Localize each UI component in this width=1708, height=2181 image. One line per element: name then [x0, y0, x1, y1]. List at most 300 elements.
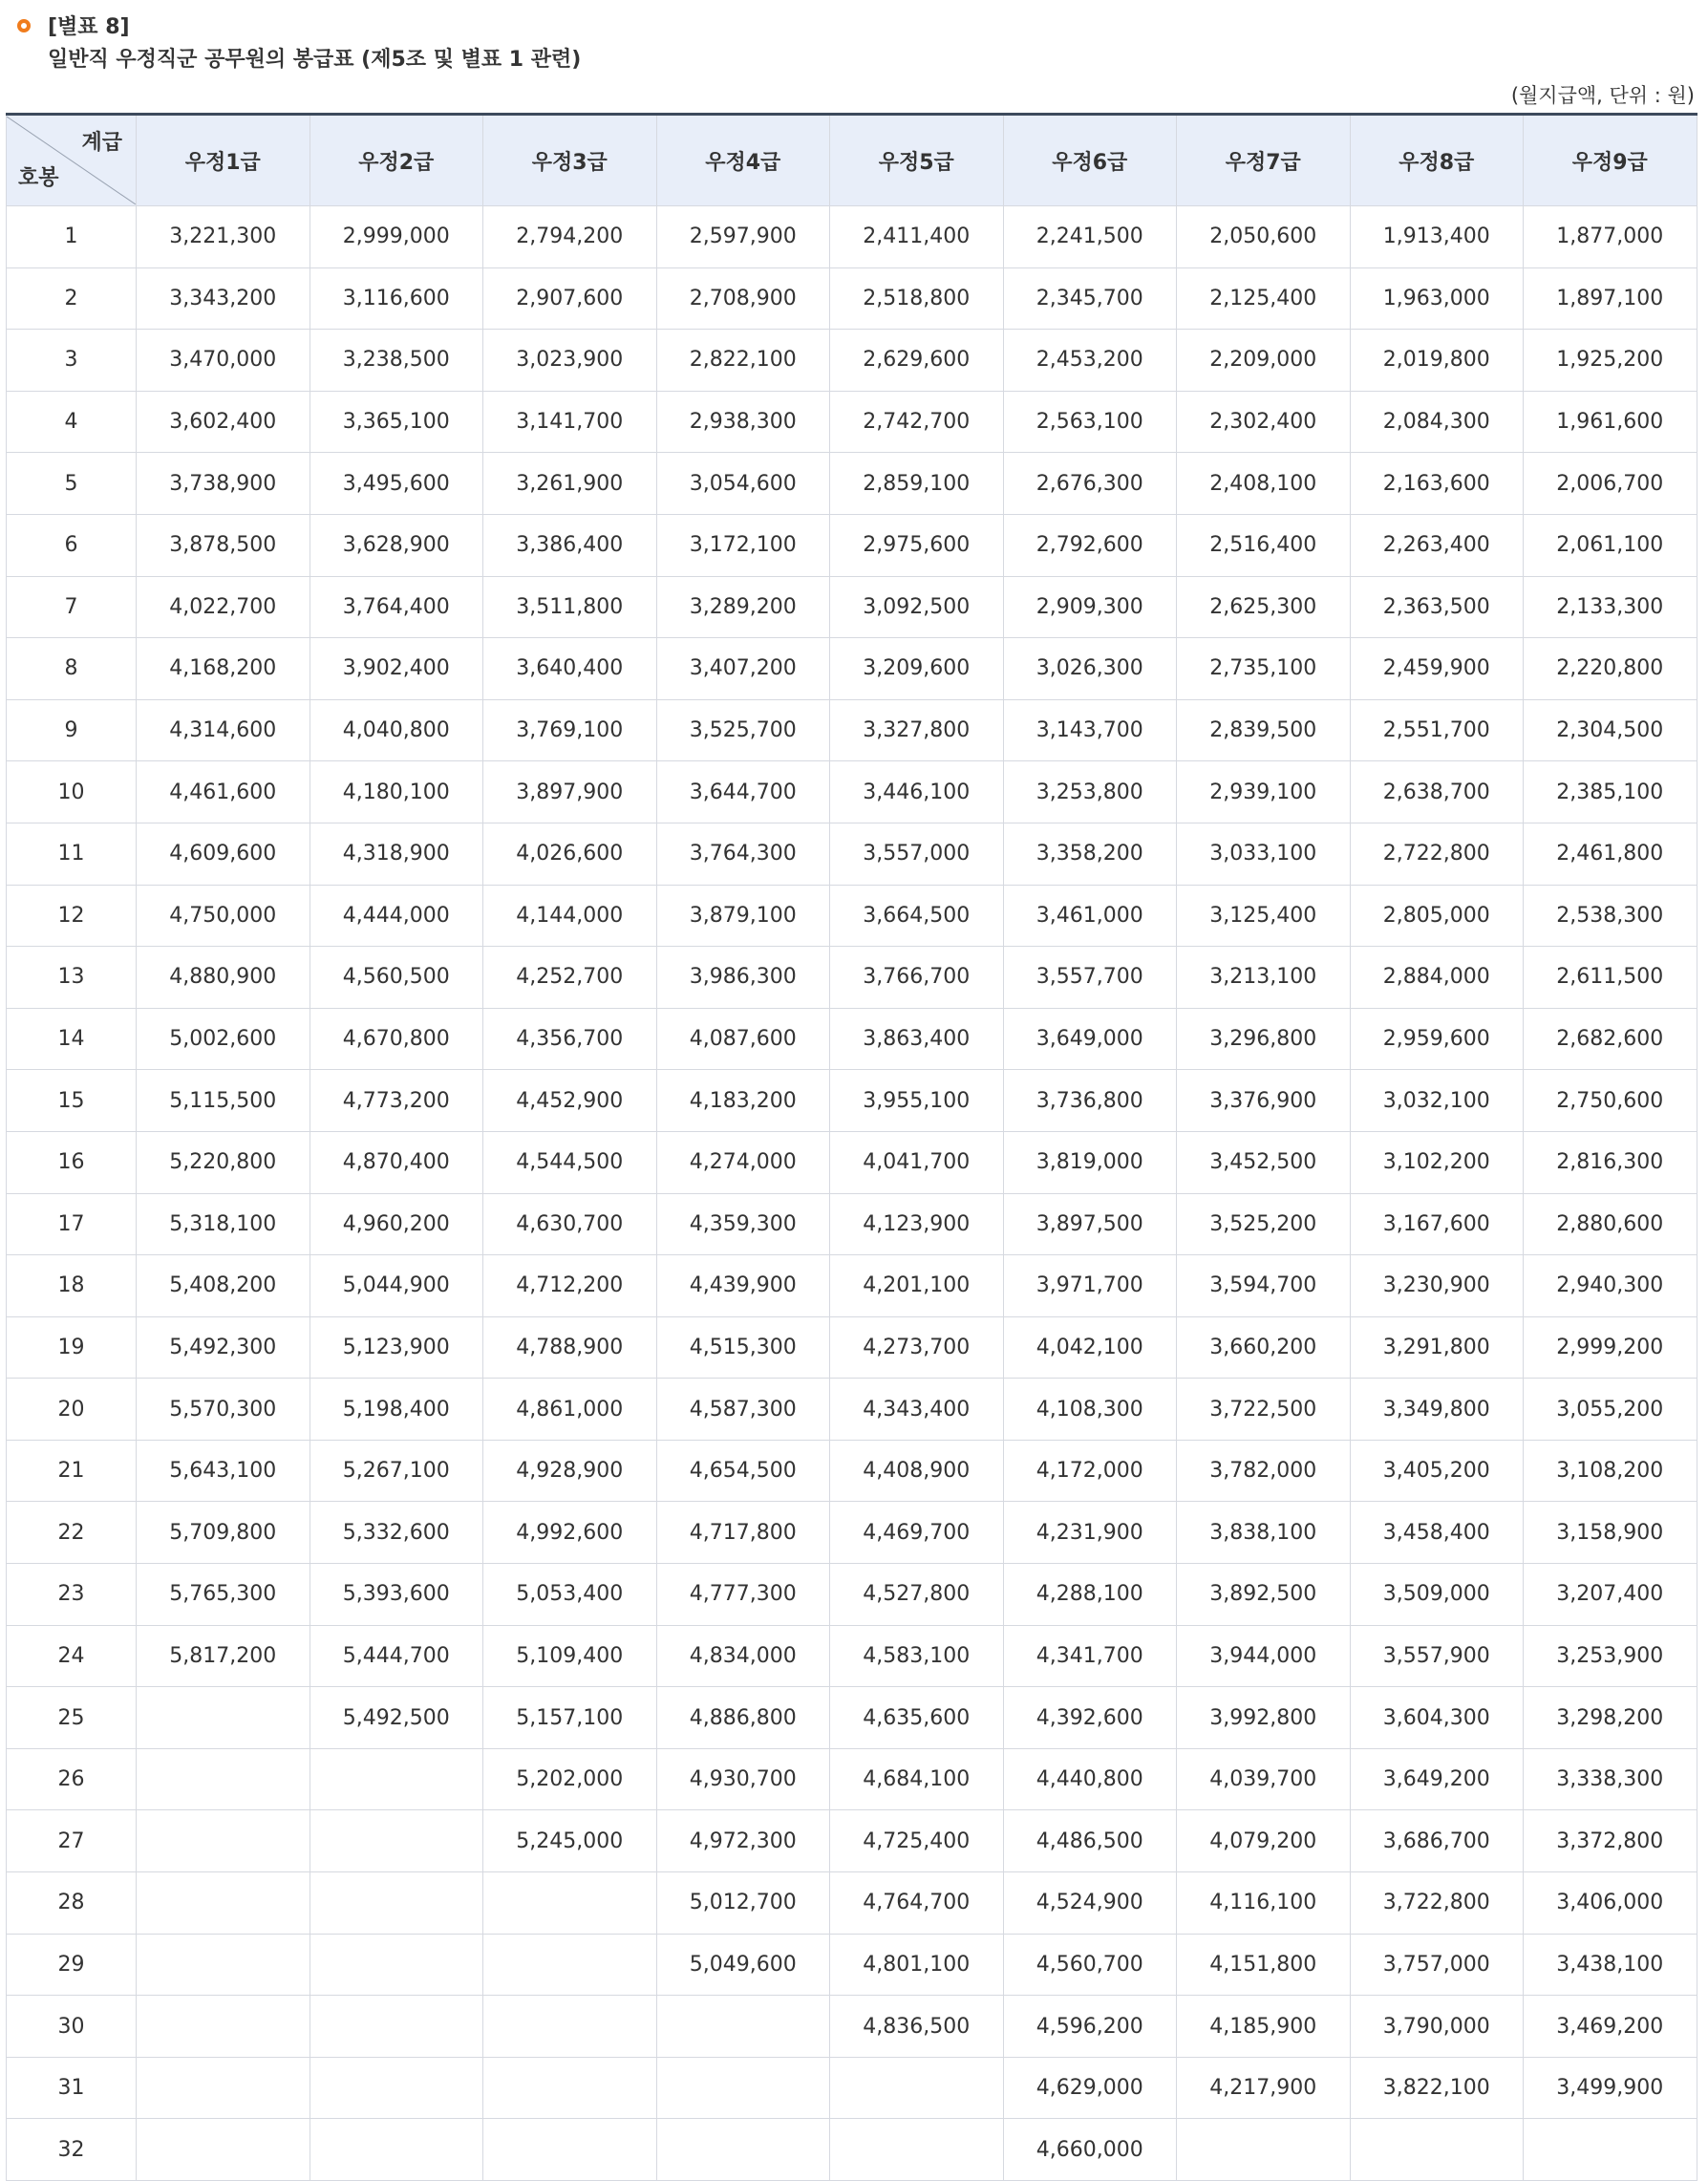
- salary-cell: 5,817,200: [137, 1625, 310, 1687]
- salary-cell: 4,356,700: [483, 1008, 657, 1070]
- salary-cell: 2,940,300: [1524, 1255, 1697, 1317]
- salary-cell: 3,790,000: [1350, 1996, 1524, 2058]
- salary-cell: 4,836,500: [830, 1996, 1004, 2058]
- salary-cell: 2,676,300: [1003, 453, 1177, 515]
- salary-cell: 2,792,600: [1003, 514, 1177, 576]
- salary-cell: 3,026,300: [1003, 638, 1177, 700]
- salary-cell: 2,461,800: [1524, 823, 1697, 885]
- corner-header-cell: [7, 115, 137, 206]
- step-cell: 10: [7, 761, 137, 823]
- salary-cell: 3,470,000: [137, 330, 310, 392]
- salary-cell: 2,518,800: [830, 267, 1004, 330]
- salary-cell: 4,217,900: [1177, 2057, 1351, 2119]
- salary-cell: 3,738,900: [137, 453, 310, 515]
- table-row: [7, 514, 1697, 576]
- step-cell: 25: [7, 1687, 137, 1749]
- salary-cell: 5,444,700: [310, 1625, 483, 1687]
- salary-cell: 3,213,100: [1177, 947, 1351, 1009]
- salary-cell: 3,769,100: [483, 699, 657, 761]
- salary-cell: 3,238,500: [310, 330, 483, 392]
- salary-cell: 3,722,800: [1350, 1872, 1524, 1935]
- salary-cell: 5,012,700: [656, 1872, 830, 1935]
- annex-label: [별표 8]: [48, 15, 130, 39]
- table-title: 일반직 우정직군 공무원의 봉급표 (제5조 및 별표 1 관련): [48, 48, 582, 72]
- step-cell: 31: [7, 2057, 137, 2119]
- table-row: [7, 1316, 1697, 1379]
- salary-cell: 3,291,800: [1350, 1316, 1524, 1379]
- salary-cell: 3,209,600: [830, 638, 1004, 700]
- step-cell: 7: [7, 576, 137, 638]
- salary-cell: 2,822,100: [656, 330, 830, 392]
- salary-cell: 2,839,500: [1177, 699, 1351, 761]
- salary-cell: 5,115,500: [137, 1070, 310, 1132]
- salary-cell: 4,930,700: [656, 1748, 830, 1810]
- salary-cell: 4,359,300: [656, 1193, 830, 1255]
- salary-cell: 4,880,900: [137, 947, 310, 1009]
- salary-cell: 4,172,000: [1003, 1440, 1177, 1502]
- salary-cell: [310, 2057, 483, 2119]
- salary-cell: 2,907,600: [483, 267, 657, 330]
- salary-cell: 3,167,600: [1350, 1193, 1524, 1255]
- salary-cell: 3,971,700: [1003, 1255, 1177, 1317]
- salary-cell: 4,343,400: [830, 1379, 1004, 1441]
- salary-cell: 2,880,600: [1524, 1193, 1697, 1255]
- salary-cell: 4,801,100: [830, 1934, 1004, 1996]
- salary-cell: 2,625,300: [1177, 576, 1351, 638]
- grade-header-cell: 우정8급: [1350, 115, 1524, 206]
- salary-cell: 3,143,700: [1003, 699, 1177, 761]
- salary-cell: 3,446,100: [830, 761, 1004, 823]
- salary-cell: 3,158,900: [1524, 1502, 1697, 1564]
- step-cell: 1: [7, 206, 137, 268]
- salary-cell: 4,750,000: [137, 885, 310, 947]
- salary-cell: 4,629,000: [1003, 2057, 1177, 2119]
- table-row: [7, 947, 1697, 1009]
- salary-table: [6, 113, 1697, 2181]
- salary-cell: 3,438,100: [1524, 1934, 1697, 1996]
- salary-cell: 4,341,700: [1003, 1625, 1177, 1687]
- salary-cell: 4,123,900: [830, 1193, 1004, 1255]
- salary-cell: 2,241,500: [1003, 206, 1177, 268]
- salary-cell: 2,999,000: [310, 206, 483, 268]
- step-cell: 23: [7, 1564, 137, 1626]
- salary-cell: 5,053,400: [483, 1564, 657, 1626]
- salary-cell: 3,509,000: [1350, 1564, 1524, 1626]
- grade-header-cell: 우정4급: [656, 115, 830, 206]
- salary-cell: 4,764,700: [830, 1872, 1004, 1935]
- salary-cell: [656, 2057, 830, 2119]
- salary-cell: 4,408,900: [830, 1440, 1004, 1502]
- salary-cell: 2,163,600: [1350, 453, 1524, 515]
- salary-cell: 3,033,100: [1177, 823, 1351, 885]
- salary-cell: 4,777,300: [656, 1564, 830, 1626]
- table-row: [7, 1934, 1697, 1996]
- salary-cell: 5,318,100: [137, 1193, 310, 1255]
- step-cell: 22: [7, 1502, 137, 1564]
- salary-cell: 4,201,100: [830, 1255, 1004, 1317]
- salary-cell: 3,298,200: [1524, 1687, 1697, 1749]
- step-cell: 30: [7, 1996, 137, 2058]
- step-cell: 28: [7, 1872, 137, 1935]
- salary-cell: 2,975,600: [830, 514, 1004, 576]
- salary-cell: 4,773,200: [310, 1070, 483, 1132]
- salary-cell: 2,050,600: [1177, 206, 1351, 268]
- salary-cell: 4,609,600: [137, 823, 310, 885]
- salary-cell: [137, 1748, 310, 1810]
- salary-cell: 3,172,100: [656, 514, 830, 576]
- salary-cell: 4,560,700: [1003, 1934, 1177, 1996]
- salary-cell: 1,925,200: [1524, 330, 1697, 392]
- salary-cell: 5,157,100: [483, 1687, 657, 1749]
- salary-cell: 5,492,300: [137, 1316, 310, 1379]
- table-row: [7, 638, 1697, 700]
- salary-cell: 4,288,100: [1003, 1564, 1177, 1626]
- table-row: [7, 1070, 1697, 1132]
- salary-cell: 3,055,200: [1524, 1379, 1697, 1441]
- salary-cell: 2,816,300: [1524, 1131, 1697, 1193]
- salary-cell: 4,544,500: [483, 1131, 657, 1193]
- step-cell: 4: [7, 391, 137, 453]
- salary-cell: 3,023,900: [483, 330, 657, 392]
- salary-cell: 4,587,300: [656, 1379, 830, 1441]
- table-row: [7, 1810, 1697, 1872]
- salary-cell: 4,180,100: [310, 761, 483, 823]
- salary-cell: 3,604,300: [1350, 1687, 1524, 1749]
- salary-cell: 3,108,200: [1524, 1440, 1697, 1502]
- salary-cell: [310, 1810, 483, 1872]
- salary-cell: [137, 1996, 310, 2058]
- salary-cell: 4,583,100: [830, 1625, 1004, 1687]
- salary-cell: 2,884,000: [1350, 947, 1524, 1009]
- salary-cell: 5,109,400: [483, 1625, 657, 1687]
- salary-cell: 2,742,700: [830, 391, 1004, 453]
- salary-cell: 4,635,600: [830, 1687, 1004, 1749]
- salary-cell: 3,511,800: [483, 576, 657, 638]
- salary-cell: 3,602,400: [137, 391, 310, 453]
- salary-cell: 4,026,600: [483, 823, 657, 885]
- table-row: [7, 1748, 1697, 1810]
- salary-cell: 5,393,600: [310, 1564, 483, 1626]
- salary-cell: 5,002,600: [137, 1008, 310, 1070]
- salary-cell: 1,897,100: [1524, 267, 1697, 330]
- salary-cell: 5,765,300: [137, 1564, 310, 1626]
- salary-cell: 4,717,800: [656, 1502, 830, 1564]
- table-row: [7, 453, 1697, 515]
- salary-cell: 2,019,800: [1350, 330, 1524, 392]
- salary-cell: 3,525,200: [1177, 1193, 1351, 1255]
- salary-cell: 2,909,300: [1003, 576, 1177, 638]
- salary-cell: 3,736,800: [1003, 1070, 1177, 1132]
- salary-cell: 4,108,300: [1003, 1379, 1177, 1441]
- salary-cell: 5,220,800: [137, 1131, 310, 1193]
- salary-cell: 3,461,000: [1003, 885, 1177, 947]
- salary-cell: 3,986,300: [656, 947, 830, 1009]
- salary-cell: 3,766,700: [830, 947, 1004, 1009]
- salary-cell: 3,594,700: [1177, 1255, 1351, 1317]
- unit-note: (월지급액, 단위 : 원): [1510, 84, 1695, 107]
- salary-cell: 3,557,700: [1003, 947, 1177, 1009]
- salary-cell: [137, 2119, 310, 2181]
- salary-cell: 2,735,100: [1177, 638, 1351, 700]
- salary-cell: 3,054,600: [656, 453, 830, 515]
- table-body: [7, 206, 1697, 2181]
- salary-cell: 4,444,000: [310, 885, 483, 947]
- salary-cell: 3,338,300: [1524, 1748, 1697, 1810]
- salary-cell: 3,819,000: [1003, 1131, 1177, 1193]
- salary-cell: 2,938,300: [656, 391, 830, 453]
- salary-cell: 5,709,800: [137, 1502, 310, 1564]
- salary-cell: [310, 1996, 483, 2058]
- salary-cell: 3,557,000: [830, 823, 1004, 885]
- table-row: [7, 391, 1697, 453]
- salary-cell: [310, 1872, 483, 1935]
- salary-cell: 4,870,400: [310, 1131, 483, 1193]
- table-row: [7, 1564, 1697, 1626]
- salary-cell: 4,439,900: [656, 1255, 830, 1317]
- table-row: [7, 1255, 1697, 1317]
- salary-cell: [137, 2057, 310, 2119]
- salary-cell: [1350, 2119, 1524, 2181]
- salary-cell: 5,643,100: [137, 1440, 310, 1502]
- salary-cell: 4,527,800: [830, 1564, 1004, 1626]
- salary-cell: [830, 2119, 1004, 2181]
- salary-cell: 2,263,400: [1350, 514, 1524, 576]
- salary-cell: 2,453,200: [1003, 330, 1177, 392]
- salary-cell: [137, 1872, 310, 1935]
- salary-cell: 3,495,600: [310, 453, 483, 515]
- salary-cell: 3,902,400: [310, 638, 483, 700]
- salary-cell: [137, 1934, 310, 1996]
- salary-cell: 4,039,700: [1177, 1748, 1351, 1810]
- salary-cell: 2,611,500: [1524, 947, 1697, 1009]
- table-row: [7, 885, 1697, 947]
- salary-cell: 3,499,900: [1524, 2057, 1697, 2119]
- salary-cell: 4,185,900: [1177, 1996, 1351, 2058]
- salary-cell: [483, 1996, 657, 2058]
- salary-cell: 2,708,900: [656, 267, 830, 330]
- salary-cell: 4,087,600: [656, 1008, 830, 1070]
- step-cell: 17: [7, 1193, 137, 1255]
- salary-cell: 3,863,400: [830, 1008, 1004, 1070]
- step-cell: 5: [7, 453, 137, 515]
- salary-cell: 4,041,700: [830, 1131, 1004, 1193]
- table-row: [7, 761, 1697, 823]
- table-row: [7, 1008, 1697, 1070]
- salary-cell: 3,649,200: [1350, 1748, 1524, 1810]
- salary-cell: 3,525,700: [656, 699, 830, 761]
- salary-cell: [1524, 2119, 1697, 2181]
- salary-cell: 4,183,200: [656, 1070, 830, 1132]
- salary-cell: 2,563,100: [1003, 391, 1177, 453]
- salary-cell: 4,834,000: [656, 1625, 830, 1687]
- salary-cell: [483, 2119, 657, 2181]
- salary-cell: 2,682,600: [1524, 1008, 1697, 1070]
- grade-header-cell: 우정1급: [137, 115, 310, 206]
- step-cell: 21: [7, 1440, 137, 1502]
- circle-bullet-icon: [17, 19, 31, 32]
- step-cell: 20: [7, 1379, 137, 1441]
- salary-cell: 1,877,000: [1524, 206, 1697, 268]
- step-cell: 18: [7, 1255, 137, 1317]
- salary-cell: 2,363,500: [1350, 576, 1524, 638]
- salary-cell: 3,032,100: [1350, 1070, 1524, 1132]
- step-cell: 3: [7, 330, 137, 392]
- salary-cell: 2,408,100: [1177, 453, 1351, 515]
- grade-header-cell: 우정2급: [310, 115, 483, 206]
- table-row: [7, 1131, 1697, 1193]
- table-row: [7, 1379, 1697, 1441]
- salary-cell: 3,955,100: [830, 1070, 1004, 1132]
- salary-cell: 3,557,900: [1350, 1625, 1524, 1687]
- salary-cell: 4,660,000: [1003, 2119, 1177, 2181]
- salary-cell: 3,664,500: [830, 885, 1004, 947]
- salary-cell: 3,230,900: [1350, 1255, 1524, 1317]
- salary-cell: 4,273,700: [830, 1316, 1004, 1379]
- salary-cell: 4,630,700: [483, 1193, 657, 1255]
- salary-cell: 3,406,000: [1524, 1872, 1697, 1935]
- step-cell: 11: [7, 823, 137, 885]
- salary-cell: 2,084,300: [1350, 391, 1524, 453]
- salary-cell: 3,125,400: [1177, 885, 1351, 947]
- step-cell: 19: [7, 1316, 137, 1379]
- salary-cell: 4,654,500: [656, 1440, 830, 1502]
- salary-cell: 3,644,700: [656, 761, 830, 823]
- salary-cell: 3,722,500: [1177, 1379, 1351, 1441]
- salary-cell: [656, 2119, 830, 2181]
- salary-cell: 3,365,100: [310, 391, 483, 453]
- salary-cell: 3,141,700: [483, 391, 657, 453]
- salary-cell: 5,570,300: [137, 1379, 310, 1441]
- salary-cell: 4,684,100: [830, 1748, 1004, 1810]
- salary-cell: 3,782,000: [1177, 1440, 1351, 1502]
- salary-cell: 5,245,000: [483, 1810, 657, 1872]
- grade-header-cell: 우정9급: [1524, 115, 1697, 206]
- salary-cell: 2,629,600: [830, 330, 1004, 392]
- salary-cell: 3,660,200: [1177, 1316, 1351, 1379]
- salary-cell: 3,253,900: [1524, 1625, 1697, 1687]
- salary-cell: 2,959,600: [1350, 1008, 1524, 1070]
- salary-cell: 4,992,600: [483, 1502, 657, 1564]
- grade-header-cell: 우정5급: [830, 115, 1004, 206]
- salary-cell: 3,372,800: [1524, 1810, 1697, 1872]
- salary-cell: 4,079,200: [1177, 1810, 1351, 1872]
- salary-cell: 4,469,700: [830, 1502, 1004, 1564]
- salary-cell: 2,597,900: [656, 206, 830, 268]
- salary-cell: 4,252,700: [483, 947, 657, 1009]
- salary-cell: [830, 2057, 1004, 2119]
- corner-step-label: 호봉: [18, 166, 59, 190]
- step-cell: 26: [7, 1748, 137, 1810]
- salary-cell: 4,314,600: [137, 699, 310, 761]
- salary-cell: 4,392,600: [1003, 1687, 1177, 1749]
- salary-cell: 3,221,300: [137, 206, 310, 268]
- grade-header-cell: 우정6급: [1003, 115, 1177, 206]
- salary-cell: 3,892,500: [1177, 1564, 1351, 1626]
- salary-cell: 3,405,200: [1350, 1440, 1524, 1502]
- salary-cell: 4,560,500: [310, 947, 483, 1009]
- header-row: [7, 115, 1697, 206]
- table-row: [7, 1687, 1697, 1749]
- salary-cell: 2,516,400: [1177, 514, 1351, 576]
- salary-cell: 5,492,500: [310, 1687, 483, 1749]
- salary-cell: 2,304,500: [1524, 699, 1697, 761]
- table-row: [7, 2119, 1697, 2181]
- salary-cell: 3,686,700: [1350, 1810, 1524, 1872]
- salary-cell: 4,515,300: [656, 1316, 830, 1379]
- salary-cell: 2,859,100: [830, 453, 1004, 515]
- salary-cell: 4,886,800: [656, 1687, 830, 1749]
- step-cell: 12: [7, 885, 137, 947]
- salary-cell: 3,407,200: [656, 638, 830, 700]
- salary-cell: 4,725,400: [830, 1810, 1004, 1872]
- salary-cell: 4,461,600: [137, 761, 310, 823]
- salary-cell: 2,302,400: [1177, 391, 1351, 453]
- salary-cell: 2,722,800: [1350, 823, 1524, 885]
- salary-cell: 4,928,900: [483, 1440, 657, 1502]
- salary-cell: [310, 1934, 483, 1996]
- salary-cell: 1,961,600: [1524, 391, 1697, 453]
- table-row: [7, 1440, 1697, 1502]
- salary-cell: 4,144,000: [483, 885, 657, 947]
- salary-cell: 5,044,900: [310, 1255, 483, 1317]
- table-row: [7, 1872, 1697, 1935]
- salary-cell: 4,040,800: [310, 699, 483, 761]
- salary-cell: 5,049,600: [656, 1934, 830, 1996]
- step-cell: 16: [7, 1131, 137, 1193]
- salary-cell: 3,822,100: [1350, 2057, 1524, 2119]
- corner-grade-label: 계급: [81, 131, 122, 155]
- salary-cell: 2,125,400: [1177, 267, 1351, 330]
- salary-cell: 5,202,000: [483, 1748, 657, 1810]
- salary-cell: 3,102,200: [1350, 1131, 1524, 1193]
- salary-cell: 3,452,500: [1177, 1131, 1351, 1193]
- table-row: [7, 1625, 1697, 1687]
- salary-cell: 2,794,200: [483, 206, 657, 268]
- table-row: [7, 699, 1697, 761]
- table-row: [7, 1996, 1697, 2058]
- salary-cell: [483, 1934, 657, 1996]
- salary-cell: [310, 1748, 483, 1810]
- salary-cell: 4,022,700: [137, 576, 310, 638]
- salary-cell: 3,386,400: [483, 514, 657, 576]
- salary-cell: 2,805,000: [1350, 885, 1524, 947]
- salary-cell: 3,327,800: [830, 699, 1004, 761]
- table-row: [7, 330, 1697, 392]
- salary-cell: 2,538,300: [1524, 885, 1697, 947]
- salary-cell: 3,207,400: [1524, 1564, 1697, 1626]
- step-cell: 29: [7, 1934, 137, 1996]
- salary-cell: 3,757,000: [1350, 1934, 1524, 1996]
- salary-cell: 2,133,300: [1524, 576, 1697, 638]
- step-cell: 9: [7, 699, 137, 761]
- salary-cell: 2,750,600: [1524, 1070, 1697, 1132]
- salary-cell: 3,764,300: [656, 823, 830, 885]
- salary-cell: 2,345,700: [1003, 267, 1177, 330]
- salary-cell: [137, 1687, 310, 1749]
- salary-cell: 3,296,800: [1177, 1008, 1351, 1070]
- salary-cell: 3,253,800: [1003, 761, 1177, 823]
- step-cell: 32: [7, 2119, 137, 2181]
- salary-cell: [310, 2119, 483, 2181]
- salary-cell: 4,670,800: [310, 1008, 483, 1070]
- salary-cell: 3,897,500: [1003, 1193, 1177, 1255]
- salary-cell: 3,358,200: [1003, 823, 1177, 885]
- step-cell: 2: [7, 267, 137, 330]
- salary-cell: 3,628,900: [310, 514, 483, 576]
- salary-cell: [137, 1810, 310, 1872]
- table-row: [7, 823, 1697, 885]
- table-row: [7, 206, 1697, 268]
